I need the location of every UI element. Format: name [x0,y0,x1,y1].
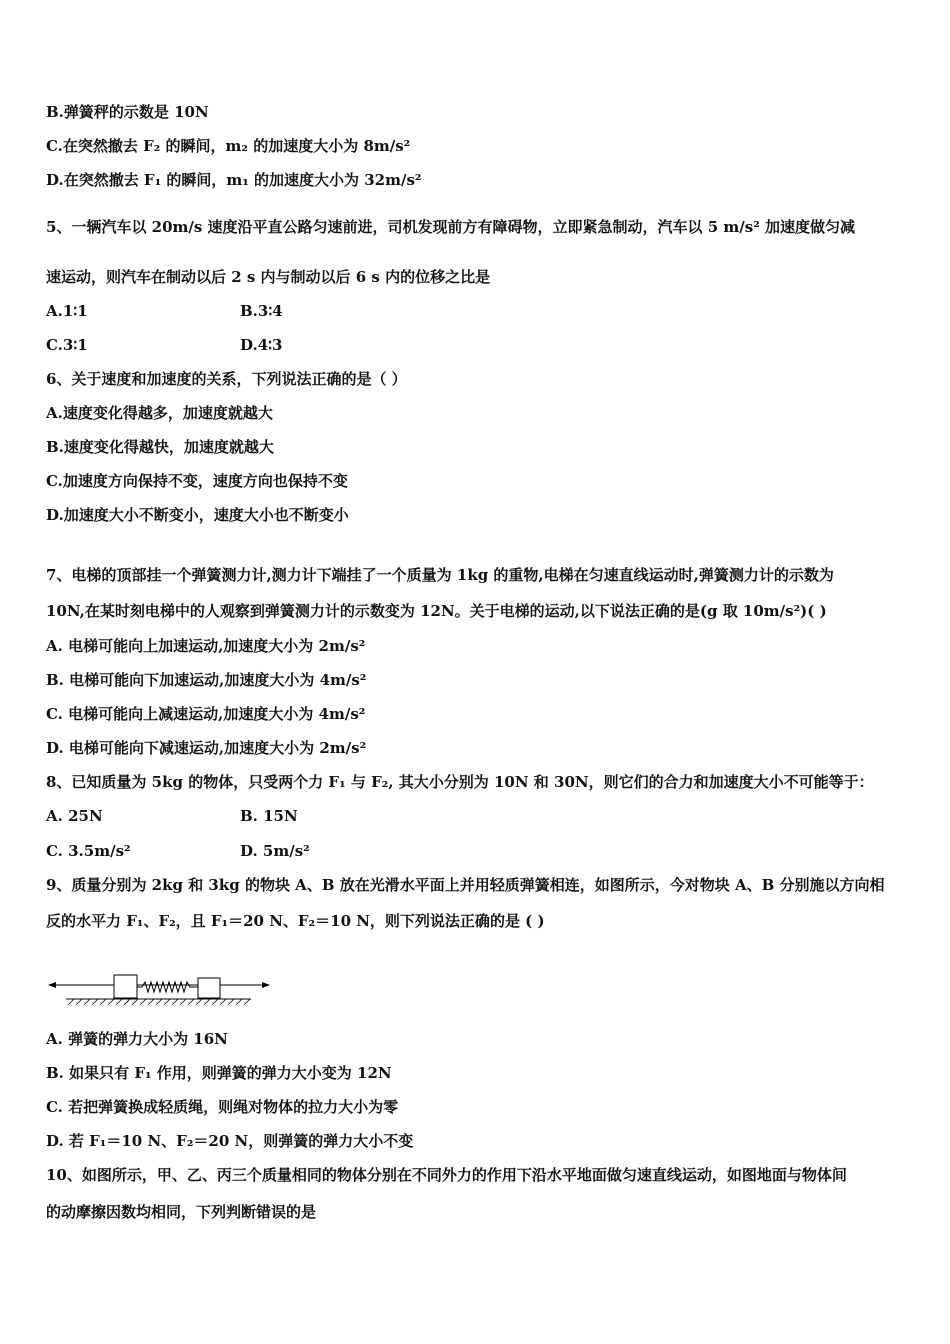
q8-option-d: D. 5m/s² [240,842,310,860]
q7-option-a: A. 电梯可能向上加速运动,加速度大小为 2m/s² [46,637,366,655]
q9-option-b: B. 如果只有 F₁ 作用，则弹簧的弹力大小变为 12N [46,1064,392,1082]
q7-option-b: B. 电梯可能向下加速运动,加速度大小为 4m/s² [46,671,367,689]
q5-option-b: B.3∶4 [240,302,283,320]
q5-option-a: A.1∶1 [46,302,88,320]
q5-options-row1 [46,301,88,321]
q6-stem: 6、关于速度和加速度的关系，下列说法正确的是（ ） [46,370,407,388]
q7-stem-line2: 10N,在某时刻电梯中的人观察到弹簧测力计的示数变为 12N。关于电梯的运动,以下说法正确的是(g 取 10m/s²)( ) [46,602,827,620]
q10-stem-line2: 的动摩擦因数均相同，下列判断错误的是 [46,1203,317,1221]
q5-option-d: D.4∶3 [240,336,283,354]
right-arrowhead [262,982,270,988]
q4-option-b: B.弹簧秤的示数是 10N [46,103,209,121]
q9-option-a: A. 弹簧的弹力大小为 16N [46,1030,228,1048]
block-b [198,978,220,998]
q6-option-b: B.速度变化得越快，加速度就越大 [46,438,274,456]
q5-stem-line2: 速运动，则汽车在制动以后 2 s 内与制动以后 6 s 内的位移之比是 [46,268,491,286]
q9-option-d: D. 若 F₁＝10 N、F₂＝20 N，则弹簧的弹力大小不变 [46,1132,414,1150]
q6-option-a: A.速度变化得越多，加速度就越大 [46,404,273,422]
q7-stem-line1: 7、电梯的顶部挂一个弹簧测力计,测力计下端挂了一个质量为 1kg 的重物,电梯在匀速直线运动时,弹簧测力计的示数为 [46,566,834,584]
q10-stem-line1: 10、如图所示，甲、乙、丙三个质量相同的物体分别在不同外力的作用下沿水平地面做匀速直线运动，如图地面与物体间 [46,1166,847,1184]
block-a [114,975,137,998]
q4-option-d: D.在突然撤去 F₁ 的瞬间，m₁ 的加速度大小为 32m/s² [46,171,422,189]
ground-hatching [68,999,250,1005]
spring-blocks-figure [46,970,272,1006]
q8-option-a: A. 25N [46,807,103,825]
left-arrowhead [48,982,56,988]
q4-option-c: C.在突然撤去 F₂ 的瞬间，m₂ 的加速度大小为 8m/s² [46,137,411,155]
q9-stem-line2: 反的水平力 F₁、F₂，且 F₁＝20 N、F₂＝10 N，则下列说法正确的是 ( ) [46,912,545,930]
q6-option-c: C.加速度方向保持不变，速度方向也保持不变 [46,472,348,490]
q8-option-c: C. 3.5m/s² [46,842,131,860]
q6-option-d: D.加速度大小不断变小，速度大小也不断变小 [46,506,349,524]
spring [137,982,198,992]
q8-option-b: B. 15N [240,807,298,825]
q5-option-c: C.3∶1 [46,336,88,354]
q7-option-d: D. 电梯可能向下减速运动,加速度大小为 2m/s² [46,739,367,757]
q9-stem-line1: 9、质量分别为 2kg 和 3kg 的物块 A、B 放在光滑水平面上并用轻质弹簧相连，如图所示，今对物块 A、B 分别施以方向相 [46,876,885,894]
q5-stem-line1: 5、一辆汽车以 20m/s 速度沿平直公路匀速前进，司机发现前方有障碍物，立即紧急制动，汽车以 5 m/s² 加速度做匀减 [46,218,856,236]
q7-option-c: C. 电梯可能向上减速运动,加速度大小为 4m/s² [46,705,366,723]
q9-option-c: C. 若把弹簧换成轻质绳，则绳对物体的拉力大小为零 [46,1098,399,1116]
q8-stem: 8、已知质量为 5kg 的物体，只受两个力 F₁ 与 F₂, 其大小分别为 10N 和 30N，则它们的合力和加速度大小不可能等于： [46,773,874,791]
